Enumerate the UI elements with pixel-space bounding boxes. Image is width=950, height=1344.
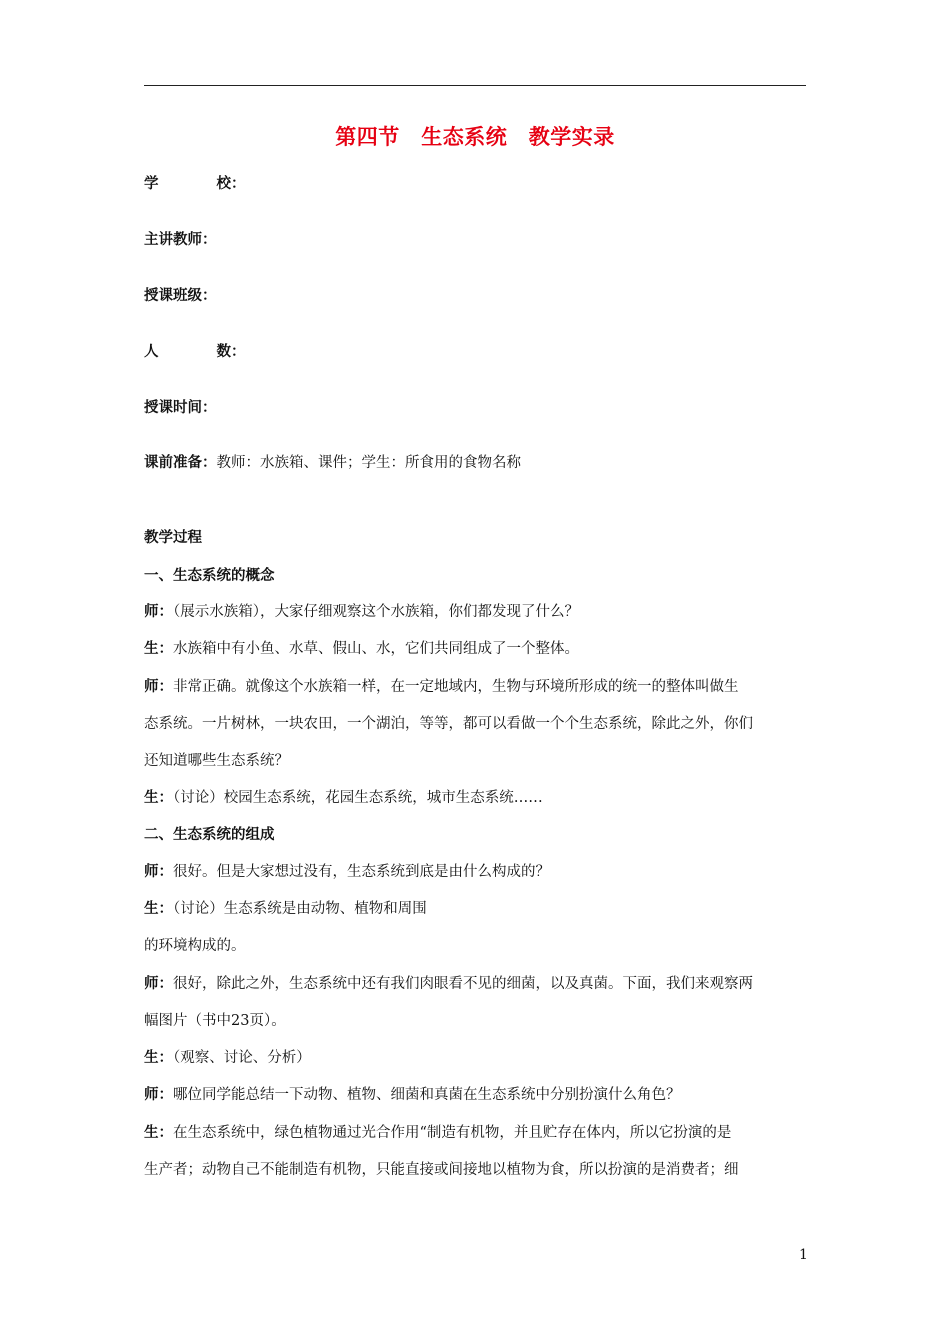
dialogue-line — [144, 602, 806, 622]
count-label-2: 数： — [216, 344, 246, 360]
speaker-label: 生： — [144, 901, 173, 917]
dialogue-line — [144, 862, 806, 882]
prep-line — [144, 453, 806, 473]
dialogue-continuation: 态系统。一片树林，一块农田，一个湖泊，等等，都可以看做一个个生态系统，除此之外，你们 — [144, 716, 753, 732]
page-number: 1 — [799, 1247, 808, 1263]
dialogue-text: （讨论）生态系统是由动物、植物和周围 — [173, 901, 427, 917]
speaker-label: 师： — [144, 679, 173, 695]
school-label-2: 校： — [216, 176, 246, 192]
speaker-label: 生： — [144, 1050, 173, 1066]
dialogue-continuation: 的环境构成的。 — [144, 938, 246, 954]
dialogue-line — [144, 1123, 806, 1143]
dialogue-continuation: 幅图片（书中23页）。 — [144, 1013, 286, 1029]
speaker-label: 师： — [144, 864, 173, 880]
header-rule — [144, 85, 806, 86]
dialogue-line — [144, 677, 806, 697]
speaker-label: 师： — [144, 1087, 173, 1103]
dialogue-line — [144, 899, 806, 919]
speaker-label: 师： — [144, 604, 173, 620]
time-field: 授课时间： — [144, 400, 217, 416]
class-field: 授课班级： — [144, 288, 217, 304]
dialogue-text: 哪位同学能总结一下动物、植物、细菌和真菌在生态系统中分别扮演什么角色？ — [173, 1087, 681, 1103]
dialogue-text: 在生态系统中，绿色植物通过光合作用“制造有机物，并且贮存在体内，所以它扮演的是 — [173, 1125, 732, 1141]
dialogue-continuation: 生产者；动物自己不能制造有机物，只能直接或间接地以植物为食，所以扮演的是消费者；细 — [144, 1162, 739, 1178]
speaker-label: 生： — [144, 641, 173, 657]
process-heading: 教学过程 — [144, 530, 202, 546]
dialogue-line — [144, 1048, 806, 1068]
speaker-label: 生： — [144, 1125, 173, 1141]
dialogue-text: （展示水族箱），大家仔细观察这个水族箱，你们都发现了什么？ — [173, 604, 579, 620]
speaker-label: 师： — [144, 976, 173, 992]
school-field — [144, 174, 806, 194]
prep-text: 教师：水族箱、课件；学生：所食用的食物名称 — [216, 455, 521, 471]
dialogue-line — [144, 639, 806, 659]
dialogue-line — [144, 974, 806, 994]
dialogue-line — [144, 1085, 806, 1105]
prep-label: 课前准备： — [144, 455, 217, 471]
count-field — [144, 342, 806, 362]
speaker-label: 生： — [144, 790, 173, 806]
dialogue-text: 很好，除此之外，生态系统中还有我们肉眼看不见的细菌，以及真菌。下面，我们来观察两 — [173, 976, 753, 992]
dialogue-text: 非常正确。就像这个水族箱一样，在一定地域内，生物与环境所形成的统一的整体叫做生 — [173, 679, 739, 695]
section2-heading: 二、生态系统的组成 — [144, 827, 275, 843]
dialogue-text: （观察、讨论、分析） — [173, 1050, 311, 1066]
section1-heading: 一、生态系统的概念 — [144, 568, 275, 584]
dialogue-text: 水族箱中有小鱼、水草、假山、水，它们共同组成了一个整体。 — [173, 641, 579, 657]
dialogue-continuation: 还知道哪些生态系统？ — [144, 753, 289, 769]
school-label: 学 — [144, 176, 159, 192]
dialogue-text: 很好。但是大家想过没有，生态系统到底是由什么构成的？ — [173, 864, 550, 880]
teacher-field: 主讲教师： — [144, 232, 217, 248]
count-label: 人 — [144, 344, 159, 360]
dialogue-line — [144, 788, 806, 808]
dialogue-text: （讨论）校园生态系统，花园生态系统，城市生态系统…… — [173, 790, 543, 806]
page-title: 第四节 生态系统 教学实录 — [335, 125, 615, 149]
